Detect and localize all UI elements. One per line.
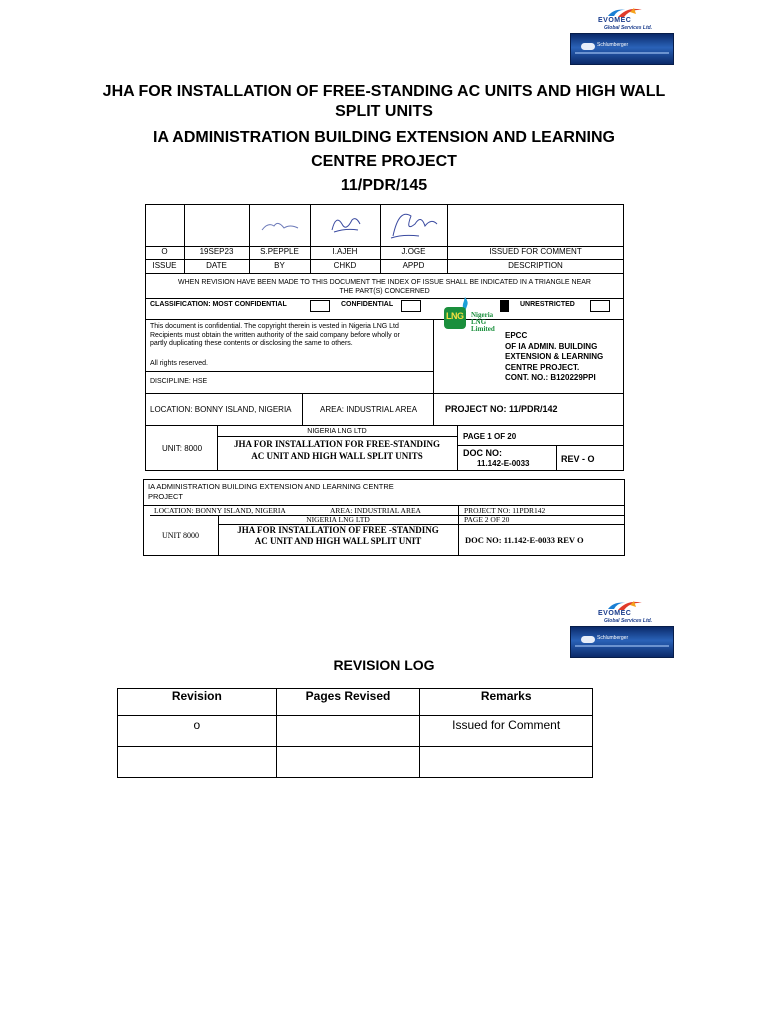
pages-revised-header: Pages Revised (276, 689, 420, 716)
unit-text: UNIT: 8000 (162, 444, 203, 453)
signature-by-icon (258, 212, 304, 238)
second-project-number: PROJECT NO: 11PDR142 (464, 506, 546, 515)
second-project-name: IA ADMINISTRATION BUILDING EXTENSION AND LEARNING CENTRE PROJECT (148, 482, 394, 501)
chkd-value: I.AJEH (332, 247, 358, 256)
document-title: JHA FOR INSTALLATION OF FREE-STANDING AC UNITS AND HIGH WALL SPLIT UNITS (102, 83, 666, 120)
banner-text: Schlumberger (597, 42, 629, 48)
revision-note: WHEN REVISION HAVE BEEN MADE TO THIS DOCUMENT THE INDEX OF ISSUE SHALL BE INDICATED IN A TRIANGLE NEAR THE PART(S) CONCERNED (178, 279, 591, 295)
project-number: PROJECT NO: 11/PDR/142 (445, 404, 558, 414)
second-area: AREA: INDUSTRIAL AREA (330, 506, 421, 515)
revision-log-table (117, 688, 593, 778)
second-unit: UNIT 8000 (162, 531, 199, 540)
confidential-label: CONFIDENTIAL (341, 301, 394, 308)
second-doc-number: DOC NO: 11.142-E-0033 REV O (465, 535, 584, 545)
second-location: LOCATION: BONNY ISLAND, NIGERIA (154, 506, 286, 515)
by-header: BY (274, 261, 285, 270)
date-value: 19SEP23 (199, 247, 234, 256)
table-cell (276, 747, 420, 778)
description-header: DESCRIPTION (508, 261, 563, 270)
confidentiality-text: This document is confidential. The copyright therein is vested in Nigeria LNG Ltd Recipients must obtain the written authority of the said company before wholly or partly duplicating these contents or disclosing the same to others. (150, 323, 400, 347)
table-cell: Issued for Comment (420, 716, 593, 747)
second-page: PAGE 2 OF 20 (464, 515, 510, 524)
issue-header: ISSUE (152, 261, 177, 270)
table-cell (420, 747, 593, 778)
nlng-logo-letters: LNG (446, 311, 464, 321)
doc-number: 11.142-E-0033 (477, 459, 530, 468)
location-text: LOCATION: BONNY ISLAND, NIGERIA (150, 405, 292, 414)
table-row (118, 747, 593, 778)
table-cell: o (118, 716, 277, 747)
evomec-subtitle: Global Services Ltd. (604, 618, 653, 624)
signature-chkd-icon (322, 210, 368, 240)
area-text: AREA: INDUSTRIAL AREA (320, 405, 418, 414)
evomec-brand: EVOMEC (598, 17, 632, 24)
issue-value: O (161, 247, 168, 256)
evomec-brand: EVOMEC (598, 610, 632, 617)
table-cell (276, 716, 420, 747)
evomec-subtitle: Global Services Ltd. (604, 25, 653, 31)
jha-title: JHA FOR INSTALLATION FOR FREE-STANDING AC UNIT AND HIGH WALL SPLIT UNITS (233, 439, 441, 461)
unrestricted-checkbox (590, 300, 610, 312)
second-company: NIGERIA LNG LTD (306, 515, 370, 524)
doc-no-label: DOC NO: (463, 448, 502, 458)
description-value: ISSUED FOR COMMENT (489, 247, 582, 256)
by-value: S.PEPPLE (260, 247, 299, 256)
evomec-banner (570, 626, 674, 658)
chkd-header: CHKD (333, 261, 357, 270)
appd-value: J.OGE (401, 247, 426, 256)
table-row (118, 716, 593, 747)
table-cell (118, 747, 277, 778)
evomec-logo-2 (570, 599, 674, 657)
rights-text: All rights reserved. (150, 360, 208, 367)
appd-header: APPD (402, 261, 425, 270)
revision-log-title: REVISION LOG (333, 657, 435, 673)
date-header: DATE (206, 261, 227, 270)
revision-header: Revision (118, 689, 277, 716)
evomec-logo (570, 6, 674, 64)
nlng-logo: LNG Nigeria LNG Limited (442, 297, 502, 333)
classification-label: CLASSIFICATION: MOST CONFIDENTIAL (150, 301, 287, 308)
rev-text: REV - O (561, 454, 595, 464)
table-header-row (118, 689, 593, 716)
unrestricted-label: UNRESTRICTED (520, 301, 575, 308)
project-title: IA ADMINISTRATION BUILDING EXTENSION AND LEARNING CENTRE PROJECT 11/PDR/145 (153, 129, 615, 194)
remarks-header: Remarks (420, 689, 593, 716)
evomec-banner (570, 33, 674, 65)
second-jha-title: JHA FOR INSTALLATION OF FREE -STANDING AC UNIT AND HIGH WALL SPLIT UNIT (237, 525, 439, 546)
discipline-text: DISCIPLINE: HSE (150, 378, 208, 385)
epcc-text: EPCC OF IA ADMIN. BUILDING EXTENSION & LEARNING CENTRE PROJECT. CONT. NO.: B120229PPI (505, 331, 604, 382)
banner-text: Schlumberger (597, 635, 629, 641)
most-confidential-checkbox (310, 300, 330, 312)
page-number: PAGE 1 OF 20 (463, 432, 517, 441)
signature-appd-icon (385, 206, 443, 244)
confidential-checkbox (401, 300, 421, 312)
company-text: NIGERIA LNG LTD (307, 428, 367, 435)
